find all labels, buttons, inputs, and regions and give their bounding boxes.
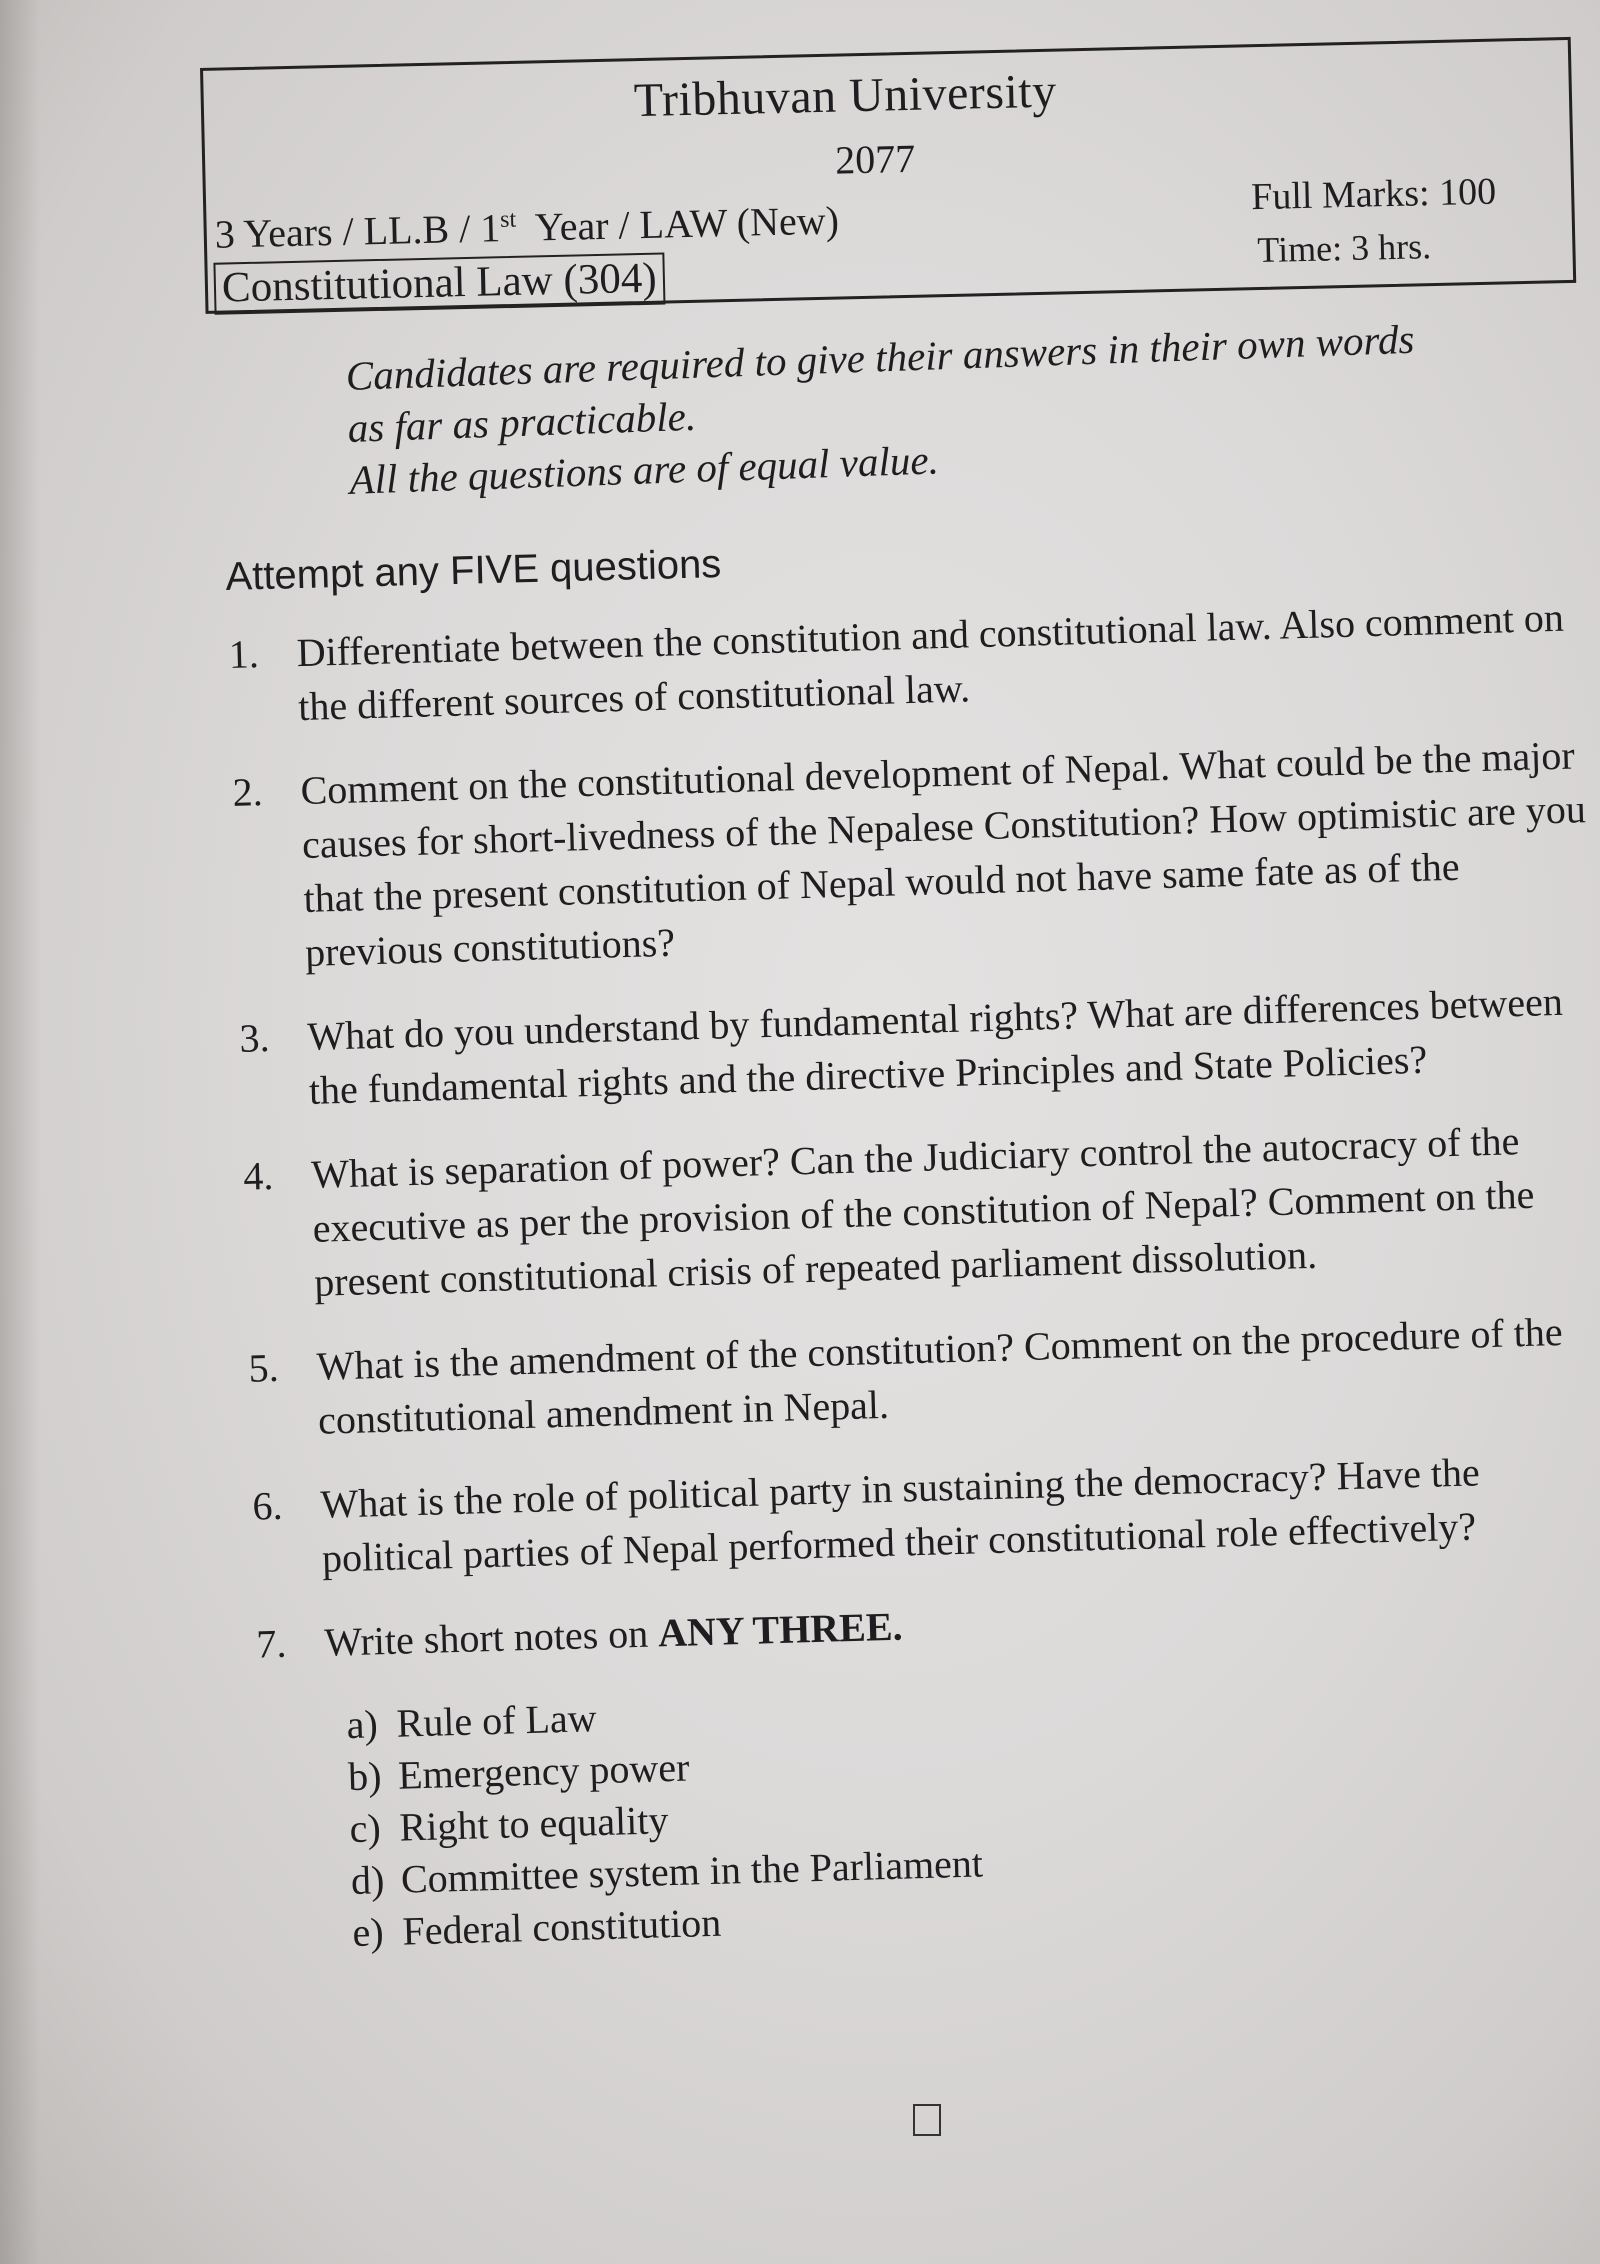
- question-text: What is the role of political party in sustaining the democracy? Have the political parties of Nepal performed their constitutional role effectively?: [319, 1449, 1481, 1581]
- question-item-7: [256, 1580, 1600, 1672]
- note-text: Committee system in the Parliament: [400, 1840, 984, 1902]
- note-letter: c): [348, 1805, 382, 1852]
- question-text: Differentiate between the constitution and constitutional law. Also comment on the different sources of constitutional law.: [296, 594, 1565, 730]
- program-text: 3 Years / LL.B / 1: [214, 205, 501, 257]
- question-number: 3.: [238, 1015, 271, 1061]
- instruction-line: All the questions are of equal value.: [348, 436, 940, 503]
- question-text: What is the amendment of the constitution? Comment on the procedure of the constitutional amendment in Nepal.: [316, 1309, 1564, 1443]
- question-text: What is separation of power? Can the Judiciary control the autocracy of the executive as per the provision of the constitution of Nepal? Comment on the present constitutional crisis of repeated parliament dissolution.: [310, 1118, 1535, 1305]
- note-letter: a): [346, 1701, 379, 1748]
- question-text: What do you understand by fundamental rights? What are differences between the fundamental rights and the directive Principles and State Policies?: [306, 978, 1564, 1113]
- short-notes-list: [346, 1664, 1600, 1959]
- question-number: 7.: [255, 1620, 287, 1667]
- exam-year: 2077: [834, 135, 916, 183]
- question-item: [232, 728, 1598, 982]
- question-item: [252, 1442, 1600, 1588]
- q7-text: Write short notes on: [323, 1610, 649, 1665]
- note-letter: e): [351, 1909, 385, 1956]
- question-number: 5.: [248, 1344, 280, 1391]
- note-letter: d): [350, 1857, 385, 1904]
- program-suffix: Year / LAW (New): [534, 197, 840, 250]
- question-text: Comment on the constitutional development of Nepal. What could be the major causes for short-livedness of the Nepalese Constitution? How optimistic are you that the present constitution of Nepal would not have same fate as of the previous constitutions?: [299, 732, 1587, 975]
- university-name: Tribhuvan University: [633, 64, 1058, 128]
- attempt-instruction: Attempt any FIVE questions: [225, 542, 722, 599]
- program-sup: st: [499, 206, 517, 233]
- question-list: [228, 590, 1600, 1961]
- note-text: Rule of Law: [396, 1695, 598, 1746]
- program-line: [214, 197, 839, 258]
- question-number: 6.: [251, 1482, 284, 1529]
- question-number: 2.: [231, 769, 264, 815]
- question-item: [243, 1112, 1600, 1312]
- end-mark-box: [913, 2104, 941, 2136]
- note-letter: b): [347, 1753, 383, 1800]
- question-item: [248, 1304, 1600, 1450]
- question-text: [324, 1580, 1600, 1670]
- instructions: [345, 307, 1570, 505]
- full-marks: Full Marks: 100: [1250, 170, 1497, 219]
- question-number: 4.: [242, 1152, 274, 1199]
- q7-emphasis: ANY THREE.: [657, 1603, 904, 1656]
- note-text: Right to equality: [398, 1797, 669, 1850]
- question-item: [239, 974, 1600, 1120]
- instruction-line: as far as practicable.: [346, 392, 697, 451]
- note-text: Emergency power: [397, 1744, 690, 1798]
- header-box: [200, 37, 1576, 314]
- paper-edge-shadow: [0, 0, 40, 2264]
- subject-title: Constitutional Law (304): [213, 253, 665, 315]
- question-number: 1.: [228, 631, 260, 677]
- question-item: [228, 590, 1590, 736]
- note-text: Federal constitution: [401, 1899, 722, 1954]
- instruction-line: Candidates are required to give their answers in their own words: [345, 315, 1416, 399]
- exam-time: Time: 3 hrs.: [1256, 226, 1432, 271]
